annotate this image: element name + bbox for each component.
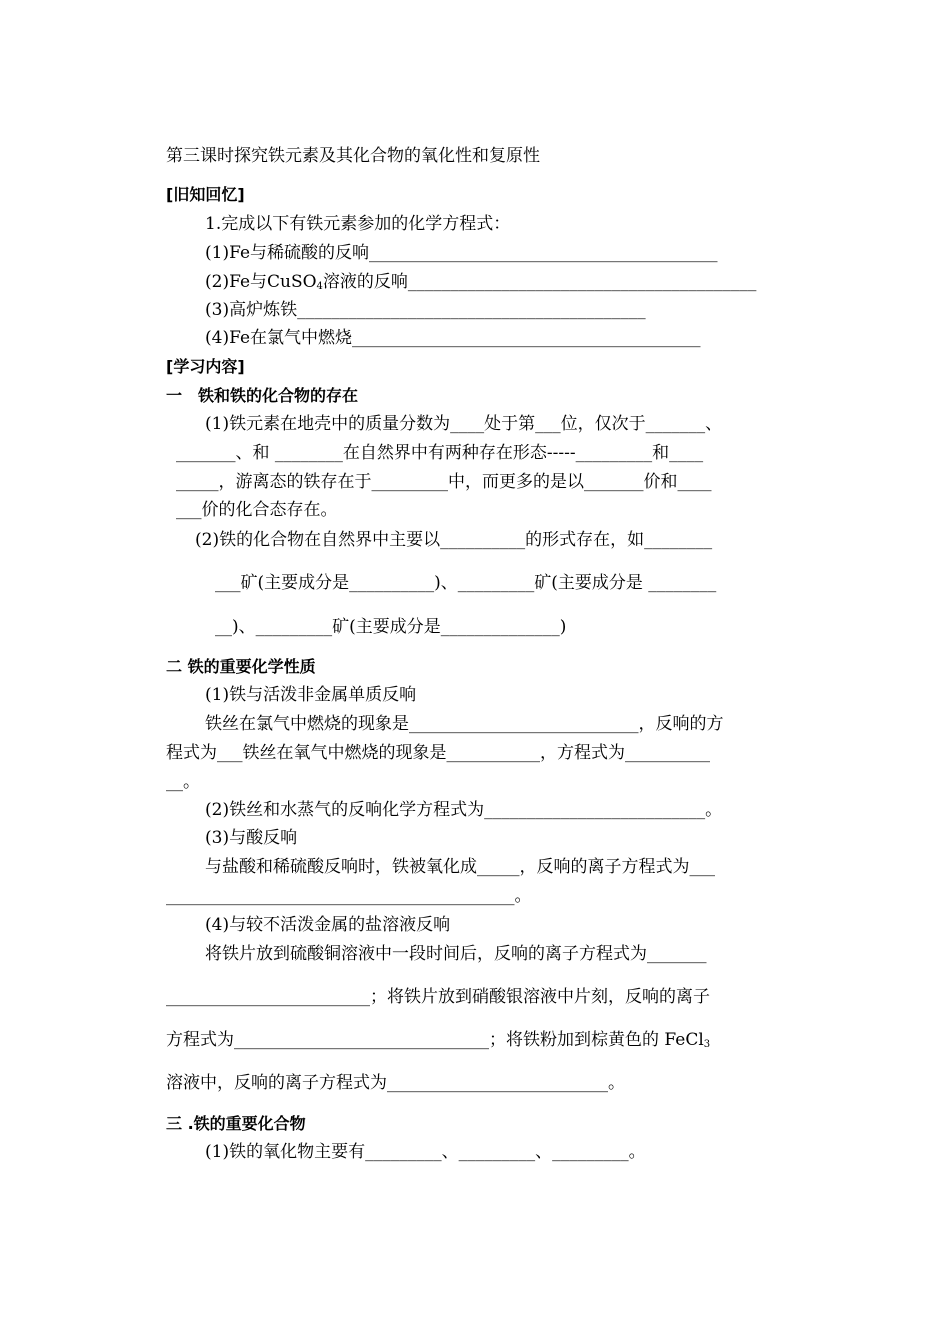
part2-line-13: 溶液中，反响的离子方程式为__________________________。 (166, 1073, 625, 1093)
review-item-4: (4)Fe在氯气中燃烧_________________________________________ (205, 328, 701, 348)
part1-line-2: _______、和 ________在自然界中有两种存在形态-----_________和____ (176, 443, 704, 463)
cuso4-subscript: 4 (316, 281, 323, 292)
part2-heading: 二 铁的重要化学性质 (166, 657, 316, 676)
section-review-heading: [旧知回忆] (166, 185, 245, 204)
part2-line-12 (166, 1029, 710, 1051)
review-intro: 1.完成以下有铁元素参加的化学方程式： (205, 214, 511, 234)
part2-line-12-text: 方程式为______________________________；将铁粉加到棕黄色的 FeCl (166, 1030, 704, 1050)
fecl3-subscript: 3 (703, 1039, 711, 1050)
part2-line-3: 程式为___铁丝在氧气中燃烧的现象是___________，方程式为__________ (166, 743, 710, 763)
review-item-2-prefix: (2)Fe与CuSO (205, 272, 317, 292)
part2-line-7: 与盐酸和稀硫酸反响时，铁被氧化成_____，反响的离子方程式为___ (205, 857, 715, 877)
part1-line-4: ___价的化合态存在。 (176, 500, 338, 520)
review-item-2 (205, 271, 756, 293)
section-learning-heading: [学习内容] (166, 357, 245, 376)
part1-line-3: _____，游离态的铁存在于_________中，而更多的是以_______价和____ (176, 472, 712, 492)
part2-line-4: __。 (166, 772, 200, 792)
part2-line-2: 铁丝在氯气中燃烧的现象是___________________________，反响的方 (205, 714, 724, 734)
review-item-3: (3)高炉炼铁_________________________________________ (205, 300, 646, 320)
part3-heading: 三 .铁的重要化合物 (166, 1114, 306, 1133)
part2-line-10: 将铁片放到硫酸铜溶液中一段时间后，反响的离子方程式为_______ (205, 944, 707, 964)
part1-line-7: __)、_________矿(主要成分是______________) (215, 617, 567, 637)
review-item-1: (1)Fe与稀硫酸的反响_________________________________________ (205, 243, 718, 263)
part2-line-9: (4)与较不活泼金属的盐溶液反响 (205, 915, 451, 935)
part1-line-6: ___矿(主要成分是__________)、_________矿(主要成分是 ________ (215, 573, 717, 593)
part2-line-1: (1)铁与活泼非金属单质反响 (205, 685, 417, 705)
part2-line-8: _________________________________________。 (166, 886, 532, 906)
part1-line-1: (1)铁元素在地壳中的质量分数为____处于第___位，仅次于_______、 (205, 414, 723, 434)
part2-line-11: ________________________；将铁片放到硝酸银溶液中片刻，反响的离子 (166, 987, 710, 1007)
review-item-2-suffix: 溶液的反响_________________________________________ (322, 272, 757, 292)
page-title: 第三课时探究铁元素及其化合物的氧化性和复原性 (166, 146, 540, 166)
part2-line-6: (3)与酸反响 (205, 828, 298, 848)
part1-heading: 一 铁和铁的化合物的存在 (166, 386, 359, 405)
part3-line-1: (1)铁的氧化物主要有_________、_________、_________。 (205, 1142, 646, 1162)
part2-line-5: (2)铁丝和水蒸气的反响化学方程式为__________________________。 (205, 800, 723, 820)
part1-line-5: (2)铁的化合物在自然界中主要以__________的形式存在，如________ (195, 530, 713, 550)
